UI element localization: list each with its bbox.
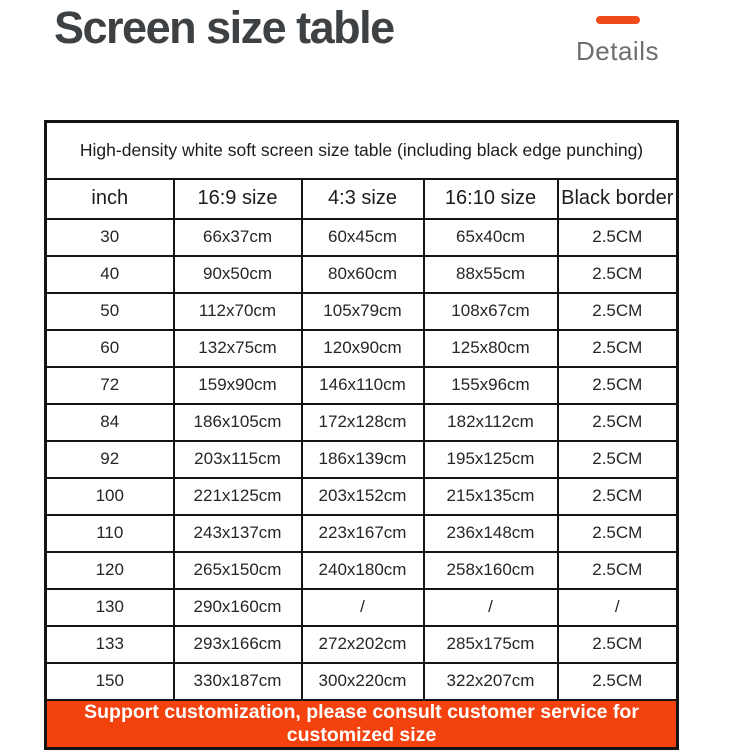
table-cell: 65x40cm xyxy=(424,219,558,256)
table-cell: 240x180cm xyxy=(302,552,424,589)
table-cell: 105x79cm xyxy=(302,293,424,330)
size-table xyxy=(44,120,676,750)
table-row xyxy=(46,626,678,663)
table-cell: 30 xyxy=(46,219,174,256)
table-row xyxy=(46,515,678,552)
table-row xyxy=(46,219,678,256)
table-cell: 203x152cm xyxy=(302,478,424,515)
table-row xyxy=(46,404,678,441)
col-header-black-border: Black border xyxy=(558,179,678,219)
table-caption: High-density white soft screen size table (including black edge punching) xyxy=(46,122,678,179)
table-cell: 110 xyxy=(46,515,174,552)
page-title: Screen size table xyxy=(54,2,394,53)
table-cell: 322x207cm xyxy=(424,663,558,700)
table-cell: 112x70cm xyxy=(174,293,302,330)
table-cell: 146x110cm xyxy=(302,367,424,404)
table-cell: / xyxy=(302,589,424,626)
table-cell: 155x96cm xyxy=(424,367,558,404)
table-cell: 258x160cm xyxy=(424,552,558,589)
table-cell: 159x90cm xyxy=(174,367,302,404)
banner-row xyxy=(46,700,678,749)
table-cell: 293x166cm xyxy=(174,626,302,663)
details-label: Details xyxy=(576,36,659,66)
table-cell: 186x105cm xyxy=(174,404,302,441)
col-header-4-3-size: 4:3 size xyxy=(302,179,424,219)
table-cell: 215x135cm xyxy=(424,478,558,515)
table-cell: 2.5CM xyxy=(558,552,678,589)
table-cell: 2.5CM xyxy=(558,515,678,552)
table-cell: 84 xyxy=(46,404,174,441)
size-table-grid xyxy=(44,120,679,750)
table-cell: 72 xyxy=(46,367,174,404)
col-header-inch: inch xyxy=(46,179,174,219)
table-cell: 150 xyxy=(46,663,174,700)
table-cell: 2.5CM xyxy=(558,330,678,367)
table-cell: / xyxy=(558,589,678,626)
table-cell: 60 xyxy=(46,330,174,367)
table-cell: 100 xyxy=(46,478,174,515)
table-cell: 92 xyxy=(46,441,174,478)
table-cell: 182x112cm xyxy=(424,404,558,441)
table-cell: 2.5CM xyxy=(558,626,678,663)
table-row xyxy=(46,293,678,330)
table-row xyxy=(46,367,678,404)
table-cell: 2.5CM xyxy=(558,256,678,293)
table-cell: / xyxy=(424,589,558,626)
table-cell: 2.5CM xyxy=(558,478,678,515)
table-cell: 290x160cm xyxy=(174,589,302,626)
table-cell: 2.5CM xyxy=(558,367,678,404)
table-cell: 40 xyxy=(46,256,174,293)
table-cell: 172x128cm xyxy=(302,404,424,441)
table-row xyxy=(46,441,678,478)
table-row xyxy=(46,663,678,700)
table-row xyxy=(46,478,678,515)
table-cell: 132x75cm xyxy=(174,330,302,367)
table-cell: 203x115cm xyxy=(174,441,302,478)
table-cell: 186x139cm xyxy=(302,441,424,478)
table-row xyxy=(46,330,678,367)
table-cell: 2.5CM xyxy=(558,293,678,330)
table-cell: 330x187cm xyxy=(174,663,302,700)
table-cell: 2.5CM xyxy=(558,404,678,441)
table-cell: 60x45cm xyxy=(302,219,424,256)
table-cell: 243x137cm xyxy=(174,515,302,552)
table-cell: 300x220cm xyxy=(302,663,424,700)
table-row xyxy=(46,256,678,293)
details-button[interactable] xyxy=(565,11,670,67)
table-cell: 130 xyxy=(46,589,174,626)
table-cell: 265x150cm xyxy=(174,552,302,589)
table-cell: 88x55cm xyxy=(424,256,558,293)
table-cell: 80x60cm xyxy=(302,256,424,293)
table-cell: 285x175cm xyxy=(424,626,558,663)
table-cell: 223x167cm xyxy=(302,515,424,552)
table-cell: 108x67cm xyxy=(424,293,558,330)
table-cell: 272x202cm xyxy=(302,626,424,663)
table-cell: 90x50cm xyxy=(174,256,302,293)
table-cell: 125x80cm xyxy=(424,330,558,367)
table-caption-row xyxy=(46,122,678,179)
col-header-16-9-size: 16:9 size xyxy=(174,179,302,219)
table-cell: 236x148cm xyxy=(424,515,558,552)
table-cell: 221x125cm xyxy=(174,478,302,515)
table-cell: 66x37cm xyxy=(174,219,302,256)
table-cell: 195x125cm xyxy=(424,441,558,478)
table-header-row xyxy=(46,179,678,219)
table-cell: 120 xyxy=(46,552,174,589)
table-cell: 2.5CM xyxy=(558,219,678,256)
table-cell: 133 xyxy=(46,626,174,663)
pill-icon xyxy=(596,16,640,24)
table-cell: 120x90cm xyxy=(302,330,424,367)
table-body xyxy=(46,219,678,700)
table-cell: 2.5CM xyxy=(558,663,678,700)
table-row xyxy=(46,589,678,626)
table-row xyxy=(46,552,678,589)
customization-banner: Support customization, please consult customer service for customized size xyxy=(46,700,678,749)
table-cell: 2.5CM xyxy=(558,441,678,478)
table-cell: 50 xyxy=(46,293,174,330)
col-header-16-10-size: 16:10 size xyxy=(424,179,558,219)
